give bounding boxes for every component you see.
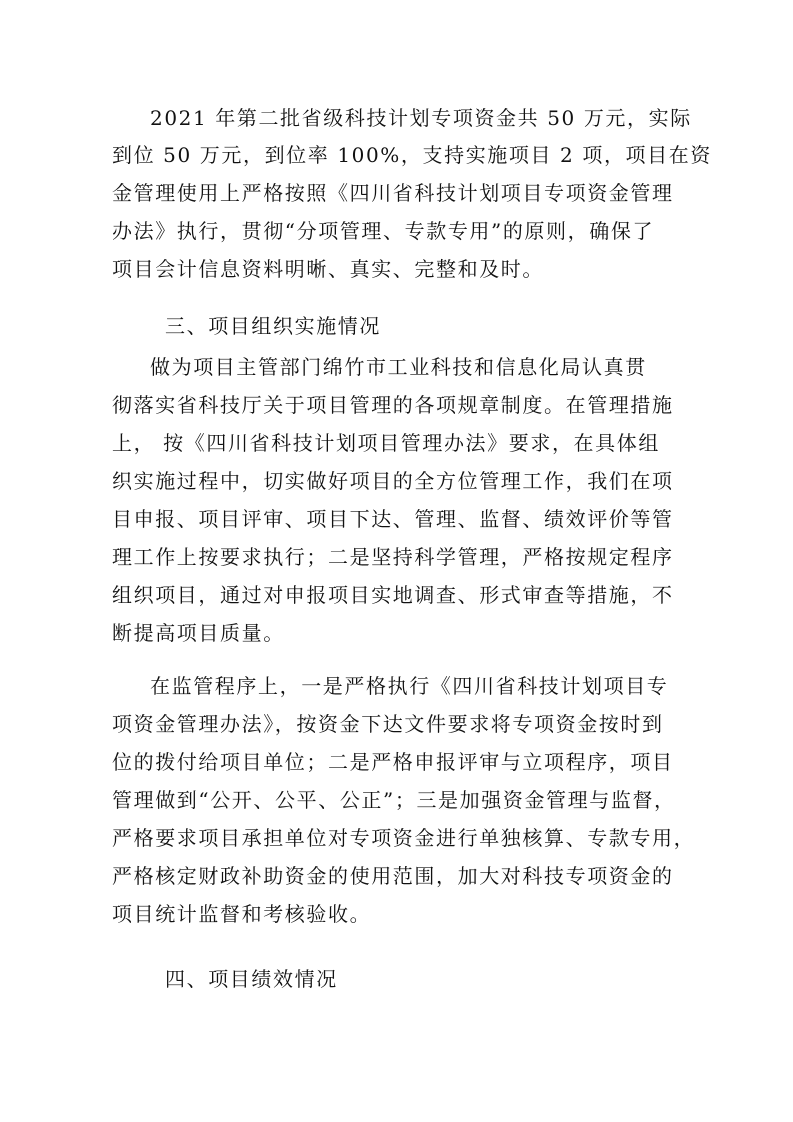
- paragraph-3-line-7: 项目统计监督和考核验收。: [112, 902, 372, 926]
- paragraph-3-line-1: 在监管程序上，一是严格执行《四川省科技计划项目专: [150, 674, 669, 698]
- section-heading-4: 四、项目绩效情况: [165, 967, 338, 991]
- paragraph-2-line-5: 目申报、项目评审、项目下达、管理、监督、绩效评价等管: [112, 507, 674, 531]
- paragraph-2-line-4: 织实施过程中，切实做好项目的全方位管理工作，我们在项: [112, 469, 674, 493]
- paragraph-2-line-8: 断提高项目质量。: [112, 621, 285, 645]
- paragraph-3-line-3: 位的拨付给项目单位；二是严格申报评审与立项程序，项目: [112, 750, 674, 774]
- paragraph-1-line-1: 2021 年第二批省级科技计划专项资金共 50 万元，实际: [150, 106, 692, 130]
- paragraph-3-line-5: 严格要求项目承担单位对专项资金进行单独核算、专款专用，: [112, 826, 696, 850]
- paragraph-1-line-5: 项目会计信息资料明晰、真实、完整和及时。: [112, 257, 544, 281]
- paragraph-2-line-2: 彻落实省科技厅关于项目管理的各项规章制度。在管理措施: [112, 393, 674, 417]
- paragraph-2-line-6: 理工作上按要求执行；二是坚持科学管理，严格按规定程序: [112, 545, 674, 569]
- paragraph-2-line-1: 做为项目主管部门绵竹市工业科技和信息化局认真贯: [150, 355, 647, 379]
- paragraph-1-line-3: 金管理使用上严格按照《四川省科技计划项目专项资金管理: [112, 181, 674, 205]
- paragraph-1-line-4: 办法》执行，贯彻“分项管理、专款专用”的原则，确保了: [112, 219, 655, 243]
- paragraph-2-line-3: 上， 按《四川省科技计划项目管理办法》要求，在具体组: [112, 431, 660, 455]
- section-heading-3: 三、项目组织实施情况: [165, 314, 381, 338]
- paragraph-3-line-6: 严格核定财政补助资金的使用范围，加大对科技专项资金的: [112, 864, 674, 888]
- paragraph-2-line-7: 组织项目，通过对申报项目实地调查、形式审查等措施，不: [112, 583, 674, 607]
- paragraph-3-line-4: 管理做到“公开、公平、公正”；三是加强资金管理与监督，: [112, 788, 676, 812]
- paragraph-1-line-2: 到位 50 万元，到位率 100%，支持实施项目 2 项，项目在资: [112, 143, 712, 167]
- paragraph-3-line-2: 项资金管理办法》，按资金下达文件要求将专项资金按时到: [112, 712, 664, 736]
